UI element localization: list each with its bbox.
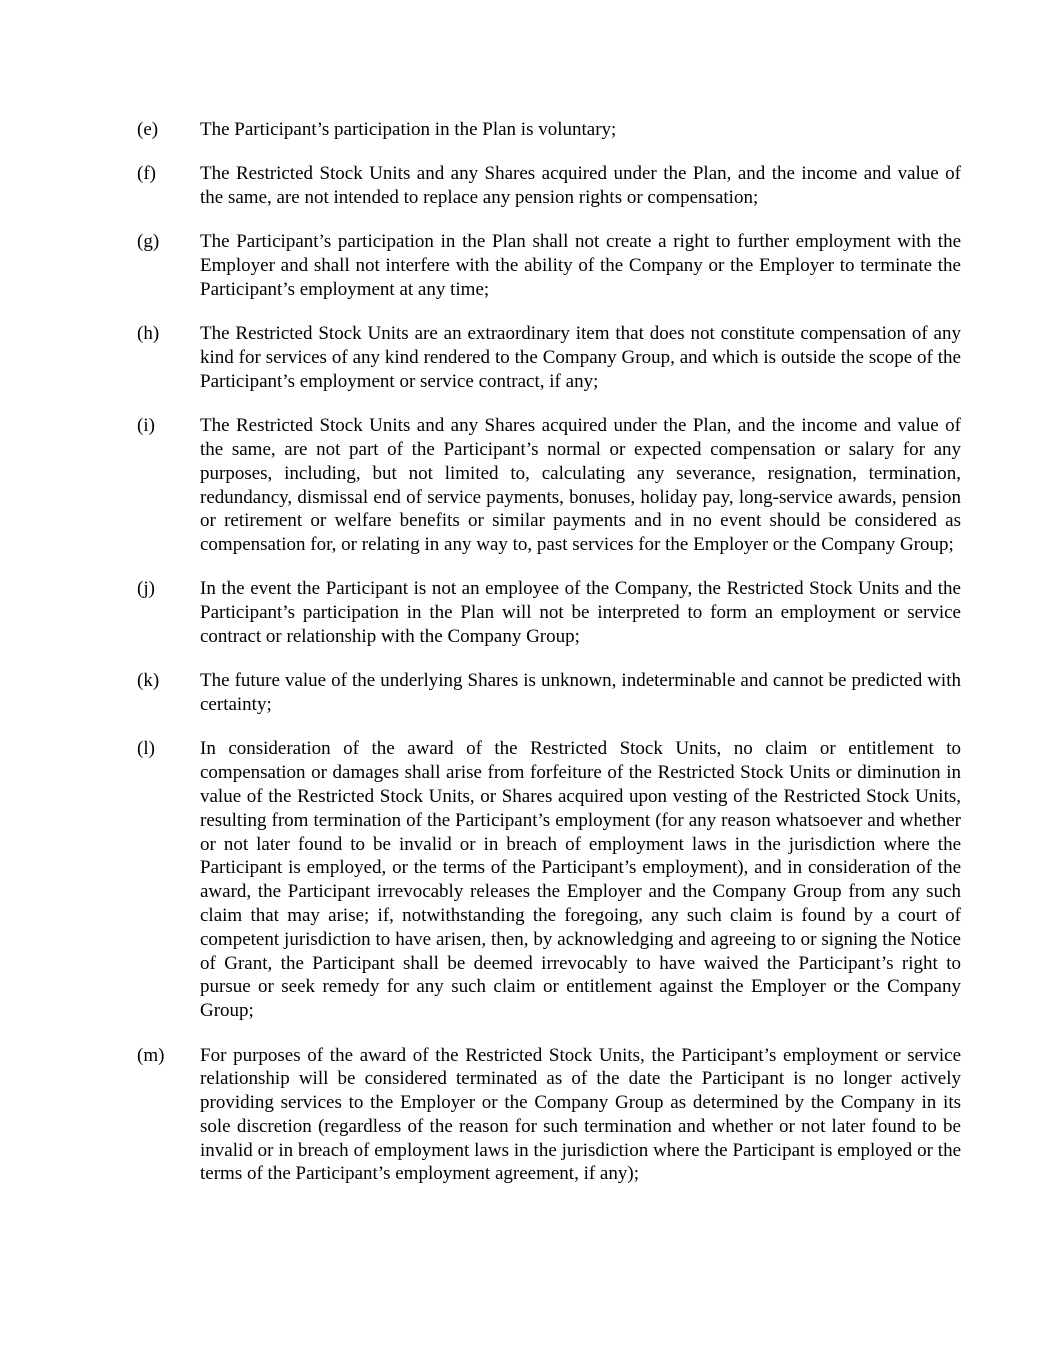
clause-label: (l) [137,738,155,760]
clause-text: The future value of the underlying Shares is unknown, indeterminable and cannot be predicted with certainty; [200,670,961,716]
clause-k [137,669,961,717]
clause-text: The Participant’s participation in the Plan shall not create a right to further employment with the Employer and shall not interfere with the ability of the Company or the Employer to terminate the Participant’s employment at any time; [200,231,961,300]
clause-text: In the event the Participant is not an employee of the Company, the Restricted Stock Units and the Participant’s participation in the Plan will not be interpreted to form an employment or service contract or relationship with the Company Group; [200,578,961,648]
clause-e [137,118,961,142]
clause-h [137,322,961,393]
clause-label: (j) [137,578,155,600]
clause-label: (f) [137,163,156,185]
clause-l [137,737,961,1023]
clause-text: In consideration of the award of the Restricted Stock Units, no claim or entitlement to compensation or damages shall arise from forfeiture of the Restricted Stock Units or diminution in value of the Restricted Stock Units, or Shares acquired upon vesting of the Restricted Stock Units, resulting from termination of the Participant’s employment (for any reason whatsoever and whether or not later found to be invalid or in breach of employment laws in the jurisdiction where the Participant is employed, or the terms of the Participant’s employment), and in consideration of the award, the Participant irrevocably releases the Employer and the Company Group from any such claim that may arise; if, notwithstanding the foregoing, any such claim is found by a court of competent jurisdiction to have arisen, then, by acknowledging and agreeing to or signing the Notice of Grant, the Participant shall be deemed irrevocably to have waived the Participant’s right to pursue or seek remedy for any such claim or entitlement against the Employer or the Company Group; [200,738,961,1022]
clause-label: (e) [137,119,159,140]
clause-g [137,230,961,301]
clause-f [137,162,961,210]
clause-label: (h) [137,323,160,345]
clause-list [137,118,961,1207]
clause-m [137,1044,961,1187]
clause-text: The Participant’s participation in the Plan is voluntary; [200,119,617,140]
clause-text: For purposes of the award of the Restricted Stock Units, the Participant’s employment or service relationship will be considered terminated as of the date the Participant is no longer actively providing services to the Employer or the Company Group as determined by the Company in its sole discretion (regardless of the reason for such termination and whether or not later found to be invalid or in breach of employment laws in the jurisdiction where the Participant is employed or the terms of the Participant’s employment agreement, if any); [200,1044,961,1185]
clause-label: (i) [137,415,155,437]
clause-text: The Restricted Stock Units and any Shares acquired under the Plan, and the income and value of the same, are not part of the Participant’s normal or expected compensation or salary for any purposes, including, but not limited to, calculating any severance, resignation, termination, redundancy, dismissal end of service payments, bonuses, holiday pay, long-service awards, pension or retirement or welfare benefits or similar payments and in no event should be considered as compensation for, or relating in any way to, past services for the Employer or the Company Group; [200,415,961,556]
clause-i [137,414,961,557]
clause-text: The Restricted Stock Units are an extraordinary item that does not constitute compensation of any kind for services of any kind rendered to the Company Group, and which is outside the scope of the Participant’s employment or service contract, if any; [200,323,961,392]
clause-label: (g) [137,231,160,253]
clause-j [137,577,961,648]
clause-label: (k) [137,670,160,692]
clause-label: (m) [137,1044,165,1066]
clause-text: The Restricted Stock Units and any Shares acquired under the Plan, and the income and value of the same, are not intended to replace any pension rights or compensation; [200,163,961,209]
